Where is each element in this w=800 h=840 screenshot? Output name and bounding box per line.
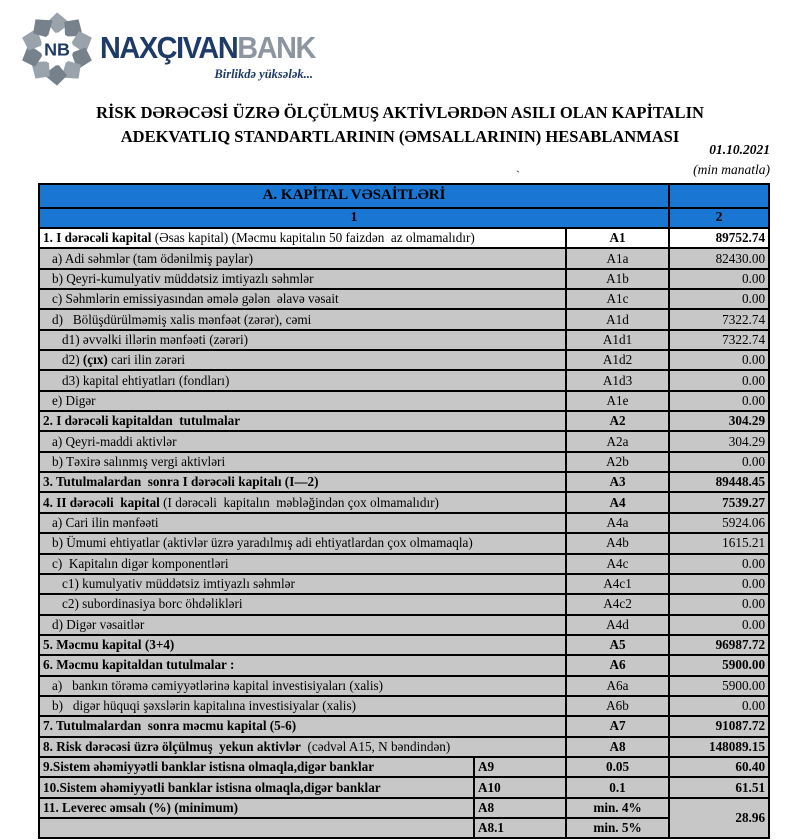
- row-code: A8.1: [474, 818, 566, 838]
- row-value: 5900.00: [669, 655, 769, 675]
- row-label: 2. I dərəcəli kapitaldan tutulmalar: [39, 411, 566, 431]
- table-row: [39, 615, 769, 635]
- row-code: A2: [566, 411, 669, 431]
- row-label: 3. Tutulmalardan sonra I dərəcəli kapitalı (I—2): [39, 472, 566, 492]
- row-value: 0.00: [669, 696, 769, 716]
- row-label: b) Ümumi ehtiyatlar (aktivlər üzrə yaradılmış adi ehtiyatlardan çox olmamaqla): [39, 533, 566, 553]
- row-code: A8: [474, 798, 566, 818]
- row-code: A4c: [566, 554, 669, 574]
- row-label: c) Kapitalın digər komponentləri: [39, 554, 566, 574]
- table-row: [39, 818, 769, 838]
- row-value: 304.29: [669, 411, 769, 431]
- row-code: A1c: [566, 289, 669, 309]
- bank-logo-pinwheel-icon: [18, 10, 96, 88]
- row-code: A9: [474, 757, 566, 777]
- row-code: A1: [566, 228, 669, 248]
- row-code: A6a: [566, 676, 669, 696]
- row-value: 89752.74: [669, 228, 769, 248]
- section-header-empty-cell: [669, 184, 769, 208]
- table-row: [39, 513, 769, 533]
- table-row: [39, 248, 769, 268]
- table-row: [39, 370, 769, 390]
- row-label: b) Qeyri-kumulyativ müddətsiz imtiyazlı səhmlər: [39, 269, 566, 289]
- row-value: 28.96: [669, 798, 769, 839]
- row-code: A2b: [566, 452, 669, 472]
- table-row: [39, 228, 769, 248]
- table-row: [39, 696, 769, 716]
- row-value: 0.00: [669, 350, 769, 370]
- table-row: [39, 431, 769, 451]
- row-label: b) digər hüquqi şəxslərin kapitalına investisiyalar (xalis): [39, 696, 566, 716]
- row-label: a) Cari ilin mənfəəti: [39, 513, 566, 533]
- row-code: A1d3: [566, 370, 669, 390]
- row-label: 9.Sistem əhəmiyyətli banklar istisna olmaqla,digər banklar: [39, 757, 474, 777]
- row-label: a) Adi səhmlər (tam ödənilmiş paylar): [39, 248, 566, 268]
- row-code: A5: [566, 635, 669, 655]
- document-title-line2: ADEKVATLIQ STANDARTLARININ (ƏMSALLARININ) HESABLANMASI: [120, 126, 680, 146]
- column-header-2: 2: [669, 208, 769, 228]
- table-row: [39, 594, 769, 614]
- bank-monogram: NB: [44, 39, 70, 60]
- row-code: A4c1: [566, 574, 669, 594]
- row-label: a) Qeyri-maddi aktivlər: [39, 431, 566, 451]
- row-value: 304.29: [669, 431, 769, 451]
- table-row: [39, 289, 769, 309]
- row-label: d3) kapital ehtiyatları (fondları): [39, 370, 566, 390]
- row-code: A3: [566, 472, 669, 492]
- row-code: A4c2: [566, 594, 669, 614]
- row-factor: 0.1: [566, 777, 669, 797]
- row-code: A8: [566, 737, 669, 757]
- row-code: A2a: [566, 431, 669, 451]
- row-value: 7322.74: [669, 309, 769, 329]
- row-label: c) Səhmlərin emissiyasından əmələ gələn əlavə vəsait: [39, 289, 566, 309]
- row-value: 89448.45: [669, 472, 769, 492]
- table-row: [39, 554, 769, 574]
- row-factor: 0.05: [566, 757, 669, 777]
- row-value: 0.00: [669, 615, 769, 635]
- row-label: 6. Məcmu kapitaldan tutulmalar :: [39, 655, 566, 675]
- table-row: [39, 676, 769, 696]
- row-value: 82430.00: [669, 248, 769, 268]
- table-row: [39, 533, 769, 553]
- table-row: [39, 757, 769, 777]
- row-label: 10.Sistem əhəmiyyətli banklar istisna olmaqla,digər banklar: [39, 777, 474, 797]
- row-value: 60.40: [669, 757, 769, 777]
- unit-note: (min manatla): [693, 162, 770, 177]
- row-value: 0.00: [669, 574, 769, 594]
- table-row: [39, 492, 769, 512]
- row-value: 96987.72: [669, 635, 769, 655]
- row-value: 0.00: [669, 370, 769, 390]
- document-title: [0, 101, 800, 149]
- row-value: 61.51: [669, 777, 769, 797]
- column-header-1: 1: [39, 208, 669, 228]
- row-value: 0.00: [669, 554, 769, 574]
- row-value: 0.00: [669, 289, 769, 309]
- row-label: a) bankın törəmə cəmiyyətlərinə kapital investisiyaları (xalis): [39, 676, 566, 696]
- table-column-header-row: [39, 208, 769, 228]
- row-label: 8. Risk dərəcəsi üzrə ölçülmuş yekun aktivlər (cədvəl A15, N bəndindən): [39, 737, 566, 757]
- report-date: 01.10.2021: [709, 142, 770, 157]
- row-label: d) Digər vəsaitlər: [39, 615, 566, 635]
- table-section-header-row: [39, 184, 769, 208]
- table-row: [39, 777, 769, 797]
- table-row: [39, 472, 769, 492]
- table-row: [39, 737, 769, 757]
- table-row: [39, 269, 769, 289]
- table-row: [39, 716, 769, 736]
- row-label: 1. I dərəcəli kapital (Əsas kapital) (Məcmu kapitalın 50 faizdən az olmamalıdır): [39, 228, 566, 248]
- row-value: 5900.00: [669, 676, 769, 696]
- row-value: 91087.72: [669, 716, 769, 736]
- row-label: d1) əvvəlki illərin mənfəəti (zərəri): [39, 330, 566, 350]
- row-label: 11. Leverec əmsalı (%) (minimum): [39, 798, 474, 818]
- bank-wordmark: [100, 30, 314, 66]
- row-value: 5924.06: [669, 513, 769, 533]
- row-code: A6: [566, 655, 669, 675]
- row-code: A1e: [566, 391, 669, 411]
- row-code: A1d1: [566, 330, 669, 350]
- table-row: [39, 452, 769, 472]
- row-code: A1b: [566, 269, 669, 289]
- row-factor: min. 5%: [566, 818, 669, 838]
- table-row: [39, 798, 769, 818]
- row-label: 4. II dərəcəli kapital (I dərəcəli kapitalın məbləğindən çox olmamalıdır): [39, 492, 566, 512]
- row-code: A7: [566, 716, 669, 736]
- table-row: [39, 655, 769, 675]
- row-label: b) Təxirə salınmış vergi aktivləri: [39, 452, 566, 472]
- row-code: A4a: [566, 513, 669, 533]
- row-label: c1) kumulyativ müddətsiz imtiyazlı səhmlər: [39, 574, 566, 594]
- row-value: 7322.74: [669, 330, 769, 350]
- stray-mark: `: [516, 168, 520, 182]
- row-code: A1a: [566, 248, 669, 268]
- section-header-cell: A. KAPİTAL VƏSAİTLƏRİ: [39, 184, 669, 208]
- table-row: [39, 309, 769, 329]
- document-title-line1: RİSK DƏRƏCƏSİ ÜZRƏ ÖLÇÜLMUŞ AKTİVLƏRDƏN ASILI OLAN KAPİTALIN: [96, 103, 704, 122]
- row-value: 0.00: [669, 269, 769, 289]
- bank-tagline: Birlikdə yüksələk...: [214, 67, 313, 81]
- row-code: A4d: [566, 615, 669, 635]
- row-label: 5. Məcmu kapital (3+4): [39, 635, 566, 655]
- row-label: 7. Tutulmalardan sonra məcmu kapital (5-6): [39, 716, 566, 736]
- row-value: 7539.27: [669, 492, 769, 512]
- table-row: [39, 574, 769, 594]
- row-value: 0.00: [669, 391, 769, 411]
- table-row: [39, 330, 769, 350]
- capital-table: [38, 183, 770, 839]
- row-value: 1615.21: [669, 533, 769, 553]
- row-label: d2) (çıx) cari ilin zərəri: [39, 350, 566, 370]
- table-row: [39, 635, 769, 655]
- row-factor: min. 4%: [566, 798, 669, 818]
- table-row: [39, 411, 769, 431]
- row-code: A1d: [566, 309, 669, 329]
- bank-name-secondary: BANK: [237, 30, 315, 65]
- row-value: 148089.15: [669, 737, 769, 757]
- row-label: [39, 818, 474, 838]
- row-code: A10: [474, 777, 566, 797]
- bank-name-primary: NAXÇIVAN: [100, 30, 238, 65]
- row-label: e) Digər: [39, 391, 566, 411]
- row-value: 0.00: [669, 452, 769, 472]
- row-label: d) Bölüşdürülməmiş xalis mənfəət (zərər), cəmi: [39, 309, 566, 329]
- capital-table-body: [39, 228, 769, 838]
- row-value: 0.00: [669, 594, 769, 614]
- row-code: A1d2: [566, 350, 669, 370]
- row-code: A4b: [566, 533, 669, 553]
- row-code: A4: [566, 492, 669, 512]
- row-label: c2) subordinasiya borc öhdəlikləri: [39, 594, 566, 614]
- table-row: [39, 350, 769, 370]
- table-row: [39, 391, 769, 411]
- row-code: A6b: [566, 696, 669, 716]
